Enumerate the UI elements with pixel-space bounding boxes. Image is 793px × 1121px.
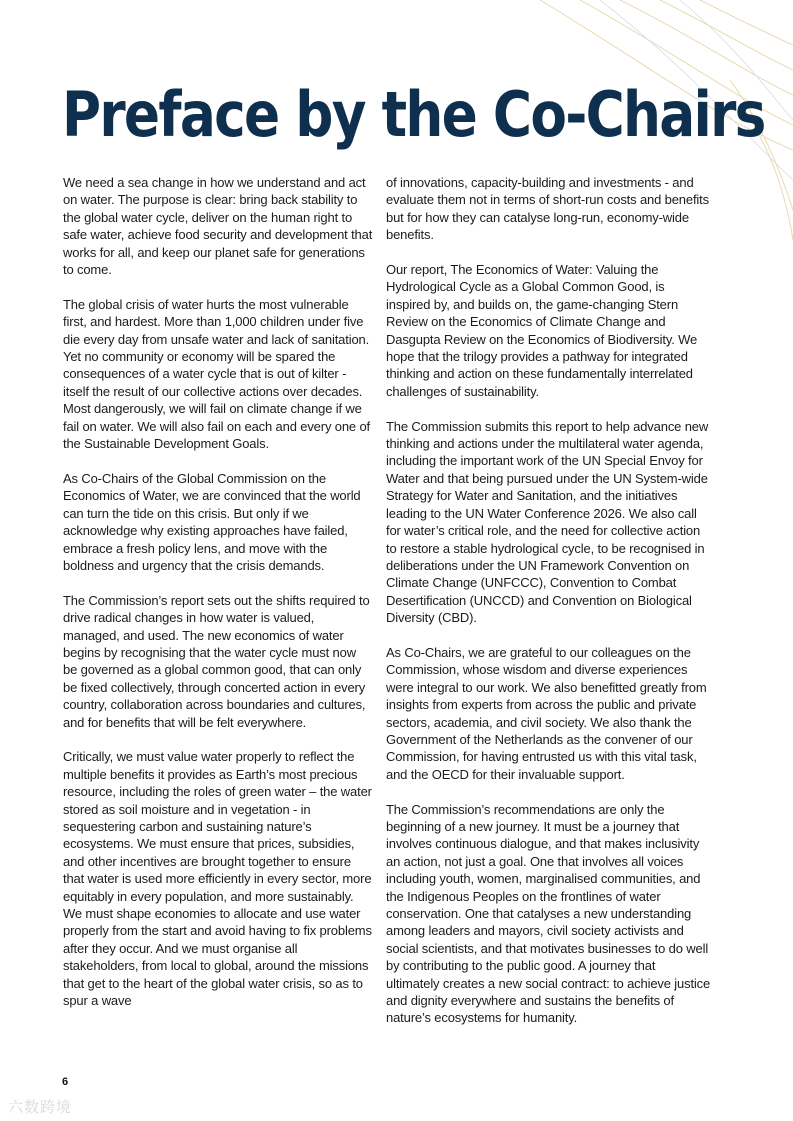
page-number: 6	[62, 1076, 69, 1088]
paragraph: As Co-Chairs, we are grateful to our colleagues on the Commission, whose wisdom and diverse experiences were integral to our work. We also benefitted greatly from insights from experts from across the public and private sectors, academia, and civil society. We also thank the Government of the Netherlands as the convener of our Commission, for having entrusted us with this vital task, and the OECD for their invaluable support.	[386, 644, 707, 782]
paragraph: Critically, we must value water properly to reflect the multiple benefits it provides as Earth’s most precious resource, including the roles of green water – the water stored as soil moisture and in vegetation - in sequestering carbon and sustaining nature’s ecosystems. We must ensure that prices, subsidies, and other incentives are brought together to ensure that water is used more efficiently in every sector, more equitably in every population, and more sustainably. We must shape economies to allocate and use water properly from the start and avoid having to fix problems after they occur. And we must organise all stakeholders, from local to global, around the missions that get to the heart of the global water crisis, so as to spur a wave	[63, 749, 372, 1009]
paragraph: The Commission’s recommendations are only the beginning of a new journey. It must be a journey that involves continuous dialogue, and that makes inclusivity an action, not just a goal. One that involves all voices including youth, women, marginalised communities, and the Indigenous Peoples on the frontlines of water conservation. One that catalyses a new understanding among leaders and mayors, civil society activists and social scientists, and that motivates businesses to do well by contributing to the public good. A journey that ultimately creates a new social contract: to achieve justice and dignity everywhere and sustains the benefits of nature’s ecosystems for humanity.	[386, 801, 711, 1026]
page-title: Preface by the Co-Chairs	[62, 78, 765, 151]
right-column	[386, 174, 711, 1044]
paragraph: Our report, The Economics of Water: Valuing the Hydrological Cycle as a Global Common Good, is inspired by, and builds on, the game-changing Stern Review on the Economics of Climate Change and Dasgupta Review on the Economics of Biodiversity. We hope that the trilogy provides a pathway for integrated thinking and action on these fundamentally interrelated challenges of sustainability.	[386, 262, 698, 399]
paragraph: of innovations, capacity-building and investments - and evaluate them not in terms of short-run costs and benefits but for how they can catalyse long-run, economy-wide benefits.	[386, 175, 709, 243]
paragraph: As Co-Chairs of the Global Commission on the Economics of Water, we are convinced that the world can turn the tide on this crisis. But only if we acknowledge why existing approaches have failed, embrace a fresh policy lens, and move with the boldness and urgency that the crisis demands.	[63, 470, 361, 573]
watermark: 六数跨境	[8, 1098, 73, 1116]
paragraph: The Commission submits this report to help advance new thinking and actions under the multilateral water agenda, including the important work of the UN Special Envoy for Water and that being pursued under the UN System-wide Strategy for Water and Sanitation, and the initiatives leading to the UN Water Conference 2026. We also call for water’s critical role, and the need for collective action to restore a stable hydrological cycle, to be recognised in deliberations under the UN Framework Convention on Climate Change (UNFCCC), Convention to Combat Desertification (UNCCD) and Convention on Biological Diversity (CBD).	[386, 418, 709, 626]
paragraph: The global crisis of water hurts the most vulnerable first, and hardest. More than 1,000 children under five die every day from unsafe water and lack of sanitation. Yet no community or economy will be spared the consequences of a water cycle that is out of kilter - itself the result of our collective actions over decades. Most dangerously, we will fail on climate change if we fail on water. We will also fail on each and every one of the Sustainable Development Goals.	[63, 296, 370, 452]
paragraph: We need a sea change in how we understand and act on water. The purpose is clear: bring back stability to the global water cycle, deliver on the human right to safe water, achieve food security and development that works for all, and keep our planet safe for generations to come.	[63, 175, 373, 278]
paragraph: The Commission’s report sets out the shifts required to drive radical changes in how water is valued, managed, and used. The new economics of water begins by recognising that the water cycle must now be governed as a global common good, that can only be fixed collectively, through concerted action in every country, collaboration across boundaries and cultures, and for benefits that will be felt everywhere.	[63, 592, 370, 730]
left-column	[63, 174, 373, 1027]
